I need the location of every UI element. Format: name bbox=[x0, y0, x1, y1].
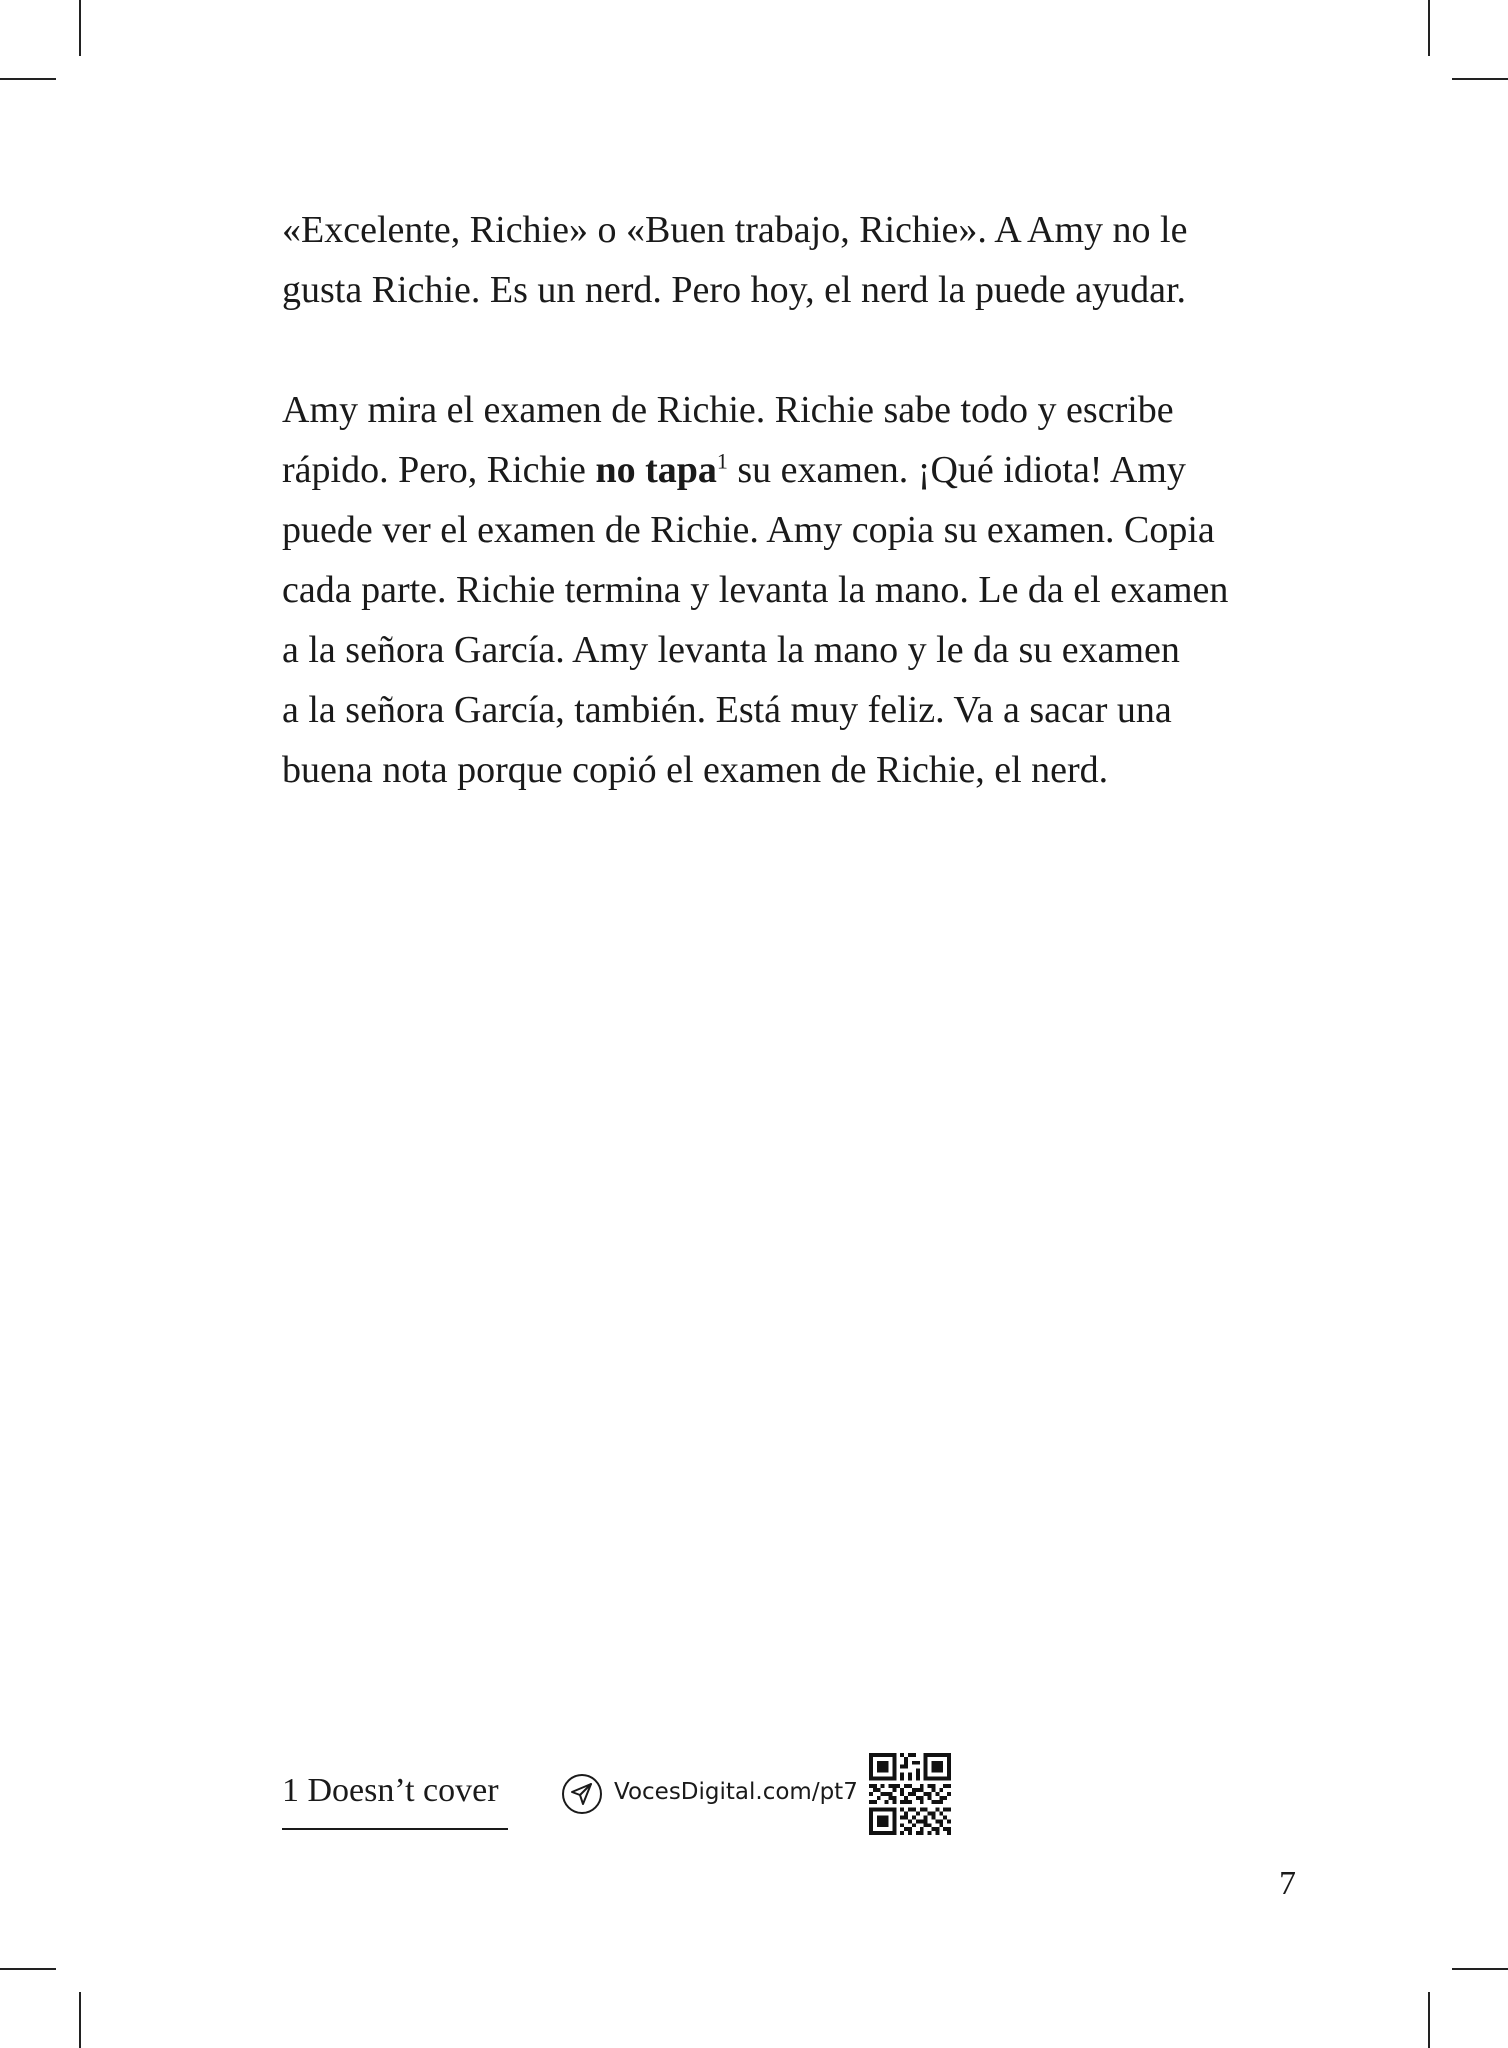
paragraph-2-line-2 bbox=[282, 440, 1332, 500]
glossed-phrase: no tapa bbox=[595, 449, 717, 491]
paragraph-2-line-5: a la señora García. Amy levanta la mano y le da su examen bbox=[282, 629, 1180, 671]
crop-mark-bottom-left-horizontal bbox=[0, 1968, 56, 1970]
crop-mark-bottom-left-vertical bbox=[79, 1992, 81, 2048]
line-2-end: su examen. ¡Qué idiota! Amy bbox=[727, 449, 1186, 491]
send-arrow-icon[interactable] bbox=[561, 1773, 603, 1815]
footnote-underline bbox=[282, 1828, 508, 1830]
paragraph-2-line-4: cada parte. Richie termina y levanta la mano. Le da el examen bbox=[282, 569, 1229, 611]
crop-mark-top-left-vertical bbox=[79, 0, 81, 56]
footnote: 1 Doesn’t cover bbox=[282, 1772, 499, 1809]
paragraph-2-line-3: puede ver el examen de Richie. Amy copia su examen. Copia bbox=[282, 509, 1215, 551]
crop-mark-top-right-vertical bbox=[1428, 0, 1430, 56]
line-2-start: rápido. Pero, Richie bbox=[282, 449, 596, 491]
paragraph-2-line-6: a la señora García, también. Está muy feliz. Va a sacar una bbox=[282, 689, 1172, 731]
paragraph-2-line-1: Amy mira el examen de Richie. Richie sabe todo y escribe bbox=[282, 389, 1174, 431]
paragraph-2-line-7: buena nota porque copió el examen de Richie, el nerd. bbox=[282, 749, 1109, 791]
crop-mark-bottom-right-vertical bbox=[1428, 1992, 1430, 2048]
crop-mark-top-right-horizontal bbox=[1452, 78, 1508, 80]
qr-code-icon[interactable] bbox=[869, 1753, 951, 1835]
paragraph-1-line-1: «Excelente, Richie» o «Buen trabajo, Richie». A Amy no le bbox=[282, 209, 1188, 251]
paragraph-1-line-2: gusta Richie. Es un nerd. Pero hoy, el nerd la puede ayudar. bbox=[282, 269, 1187, 311]
paragraph-gap bbox=[282, 320, 1332, 380]
crop-mark-top-left-horizontal bbox=[0, 78, 56, 80]
page-number: 7 bbox=[1279, 1865, 1296, 1902]
website-link[interactable]: VocesDigital.com/pt7 bbox=[614, 1779, 858, 1805]
crop-mark-bottom-right-horizontal bbox=[1452, 1968, 1508, 1970]
story-text bbox=[282, 200, 1332, 800]
footnote-reference: 1 bbox=[716, 448, 728, 474]
